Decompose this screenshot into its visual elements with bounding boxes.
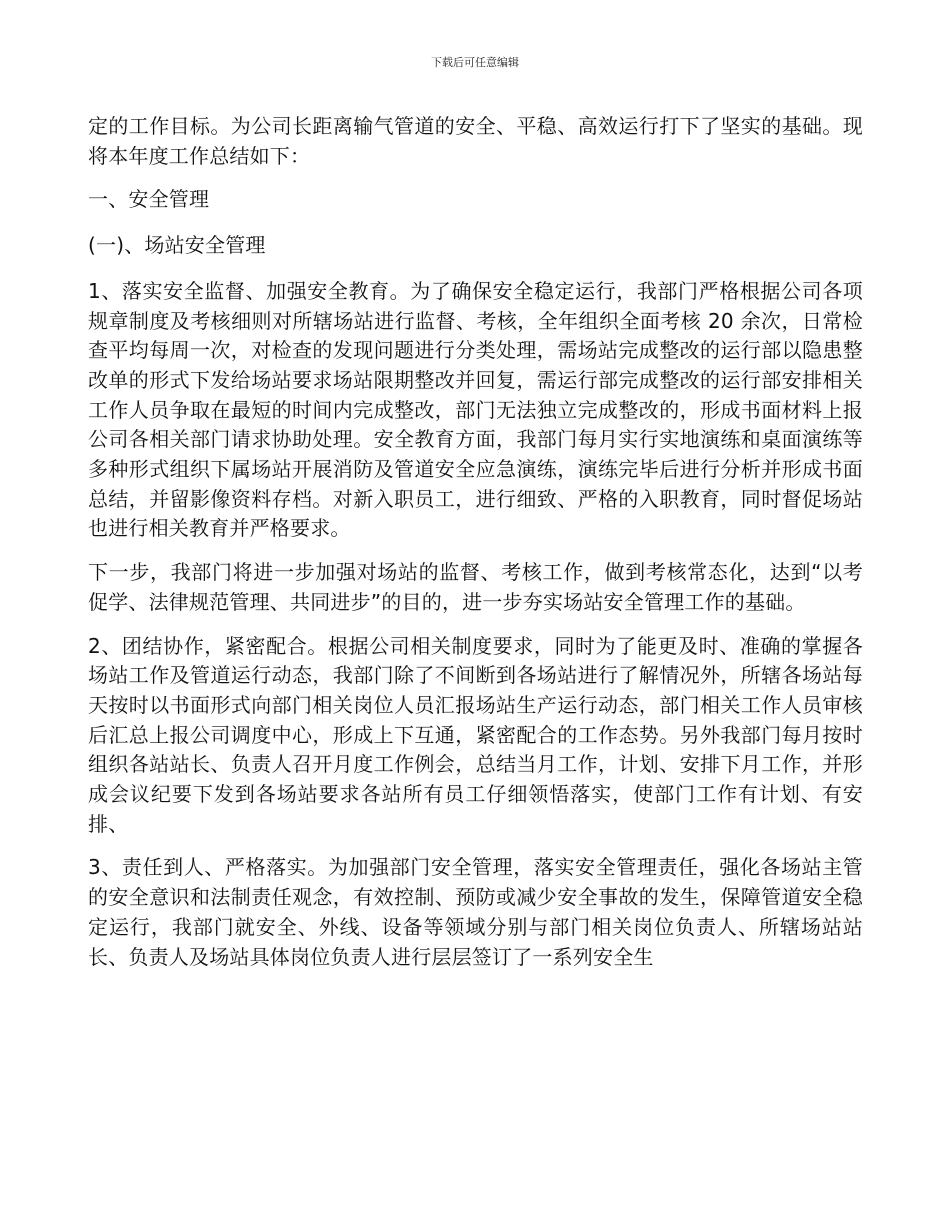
document-body bbox=[88, 112, 863, 986]
paragraph-item-2: 2、团结协作，紧密配合。根据公司相关制度要求，同时为了能更及时、准确的掌握各场站工作及管道运行动态，我部门除了不间断到各场站进行了解情况外，所辖各场站每天按时以书面形式向部门相关岗位人员汇报场站生产运行动态，部门相关工作人员审核后汇总上报公司调度中心，形成上下互通，紧密配合的工作态势。另外我部门每月按时组织各站站长、负责人召开月度工作例会，总结当月工作，计划、安排下月工作，并形成会议纪要下发到各场站要求各站所有员工仔细领悟落实，使部门工作有计划、有安排、 bbox=[88, 633, 863, 836]
subsection-heading-station-safety: (一)、场站安全管理 bbox=[88, 233, 266, 258]
paragraph-item-1: 1、落实安全监督、加强安全教育。为了确保安全稳定运行，我部门严格根据公司各项规章制度及考核细则对所辖场站进行监督、考核，全年组织全面考核 20 余次，日常检查平均每周一次，对检查的发现问题进行分类处理，需场站完成整改的运行部以隐患整改单的形式下发给场站要求场站限期整改并回复，需运行部完成整改的运行部安排相关工作人员争取在最短的时间内完成整改，部门无法独立完成整改的，形成书面材料上报公司各相关部门请求协助处理。安全教育方面，我部门每月实行实地演练和桌面演练等多种形式组织下属场站开展消防及管道安全应急演练，演练完毕后进行分析并形成书面总结，并留影像资料存档。对新入职员工，进行细致、严格的入职教育，同时督促场站也进行相关教育并严格要求。 bbox=[88, 278, 863, 541]
paragraph-intro-continuation: 定的工作目标。为公司长距离输气管道的安全、平稳、高效运行打下了坚实的基础。现将本年度工作总结如下： bbox=[88, 114, 863, 168]
section-heading-safety-management: 一、安全管理 bbox=[88, 187, 210, 212]
page-header: 下载后可任意编辑 bbox=[431, 56, 519, 69]
paragraph-next-step: 下一步，我部门将进一步加强对场站的监督、考核工作，做到考核常态化，达到“以考促学、法律规范管理、共同进步”的目的，进一步夯实场站安全管理工作的基础。 bbox=[88, 560, 863, 614]
paragraph-item-3: 3、责任到人、严格落实。为加强部门安全管理，落实安全管理责任，强化各场站主管的安全意识和法制责任观念，有效控制、预防或减少安全事故的发生，保障管道安全稳定运行，我部门就安全、外线、设备等领域分别与部门相关岗位负责人、所辖场站站长、负责人及场站具体岗位负责人进行层层签订了一系列安全生 bbox=[88, 855, 863, 969]
